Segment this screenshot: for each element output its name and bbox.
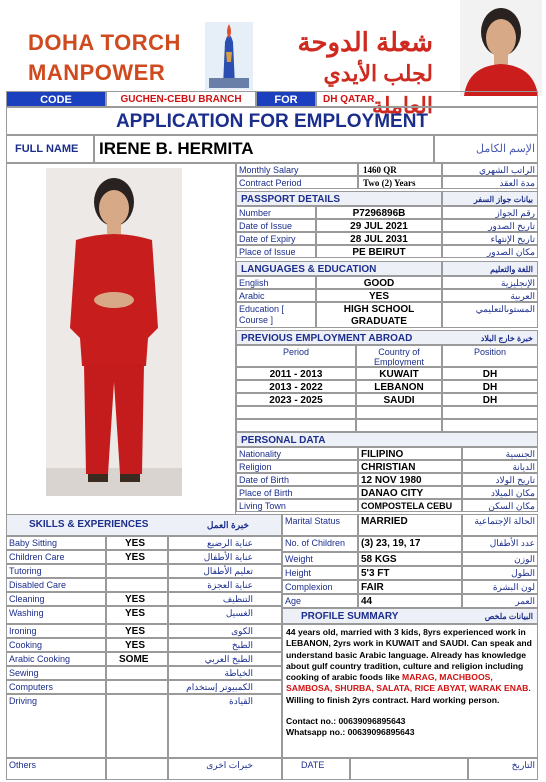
arabic-label: Arabic <box>236 289 316 302</box>
contract-value: Two (2) Years <box>358 176 442 189</box>
profile-text-part1: 44 years old, married with 3 kids, 8yrs experienced work in LEBANON, 2yrs work in KUWAIT and SAUDI. Can speak and understand basic Arabic language. Already has knowledge about gulf country tradition, culture and religion including cooking of arabic foods like <box>286 627 532 683</box>
skill-value <box>106 666 168 680</box>
emp-country-2: LEBANON <box>356 380 442 393</box>
skill-label: Driving <box>6 694 106 758</box>
children-ar: عدد الأطفال <box>462 536 538 552</box>
nationality-ar: الجنسية <box>462 447 538 460</box>
emp-position-1: DH <box>442 367 538 380</box>
nationality-label: Nationality <box>236 447 358 460</box>
full-name-ar: الإسم الكامل <box>434 135 538 163</box>
age-value: 44 <box>358 594 462 608</box>
emp-position-2: DH <box>442 380 538 393</box>
passport-issue-ar: تاريخ الصدور <box>442 219 538 232</box>
salary-label: Monthly Salary <box>236 163 358 176</box>
dob-ar: تاريخ الولاد <box>462 473 538 486</box>
skill-value: YES <box>106 536 168 550</box>
profile-text-part2: Willing to finish 2yrs contract. Hard working person. <box>286 694 500 705</box>
height-ar: الطول <box>462 566 538 580</box>
emp-empty-cell <box>442 419 538 432</box>
skill-value: YES <box>106 550 168 564</box>
profile-title-ar: البيانات ملخص <box>484 612 533 621</box>
skill-ar: عناية الرضيع <box>168 536 282 550</box>
skill-value <box>106 680 168 694</box>
skill-ar: الطبخ <box>168 638 282 652</box>
skill-ar: الطبخ العربي <box>168 652 282 666</box>
skill-label: Sewing <box>6 666 106 680</box>
emp-position-3: DH <box>442 393 538 406</box>
passport-number-value: P7296896B <box>316 206 442 219</box>
skill-ar: التنظيف <box>168 592 282 606</box>
skill-label: Cleaning <box>6 592 106 606</box>
passport-place-ar: مكان الصدور <box>442 245 538 258</box>
col-period: Period <box>236 345 356 367</box>
col-country: Country of Employment <box>356 345 442 367</box>
others-ar: خبرات اخرى <box>168 758 282 780</box>
contract-label: Contract Period <box>236 176 358 189</box>
languages-section-title: LANGUAGES & EDUCATION <box>236 261 442 276</box>
education-value: HIGH SCHOOL GRADUATE <box>316 302 442 328</box>
complexion-value: FAIR <box>358 580 462 594</box>
employment-section-title <box>236 330 538 345</box>
arabic-value: YES <box>316 289 442 302</box>
emp-empty-cell <box>236 406 356 419</box>
col-position: Position <box>442 345 538 367</box>
dob-label: Date of Birth <box>236 473 358 486</box>
children-label: No. of Children <box>282 536 358 552</box>
town-label: Living Town <box>236 499 358 512</box>
skill-ar: الكوى <box>168 624 282 638</box>
emp-empty-cell <box>236 419 356 432</box>
emp-empty-cell <box>442 406 538 419</box>
arabic-ar: العربية <box>442 289 538 302</box>
height-value: 5'3 FT <box>358 566 462 580</box>
skill-label: Arabic Cooking <box>6 652 106 666</box>
salary-ar: الراتب الشهري <box>442 163 538 176</box>
complexion-label: Complexion <box>282 580 358 594</box>
weight-value: 58 KGS <box>358 552 462 566</box>
date-label: DATE <box>282 758 350 780</box>
applicant-headshot <box>460 0 542 96</box>
full-name-value: IRENE B. HERMITA <box>94 135 434 163</box>
date-ar: التاريخ <box>468 758 538 780</box>
skill-ar: الخياطة <box>168 666 282 680</box>
company-name-ar-line1: شعلة الدوحة <box>297 27 433 57</box>
company-name-ar-line2: لجلب الأيدي العاملة <box>323 61 433 118</box>
weight-label: Weight <box>282 552 358 566</box>
passport-issue-label: Date of Issue <box>236 219 316 232</box>
english-ar: الإنجليزية <box>442 276 538 289</box>
employment-title-ar: خبرة خارج البلاد <box>480 334 533 343</box>
skill-ar: القيادة <box>168 694 282 758</box>
skill-label: Disabled Care <box>6 578 106 592</box>
town-value: COMPOSTELA CEBU <box>358 499 462 512</box>
personal-section-title: PERSONAL DATA <box>236 432 538 447</box>
religion-value: CHRISTIAN <box>358 460 462 473</box>
english-label: English <box>236 276 316 289</box>
passport-issue-value: 29 JUL 2021 <box>316 219 442 232</box>
children-value: (3) 23, 19, 17 <box>358 536 462 552</box>
english-value: GOOD <box>316 276 442 289</box>
emp-period-2: 2013 - 2022 <box>236 380 356 393</box>
profile-foods: MARAG, MACHBOOS, SAMBOSA, SHURBA, SALATA, RICE ABYAT, WARAK ENAB. <box>286 672 531 694</box>
skills-title-en: SKILLS & EXPERIENCES <box>29 519 149 530</box>
skill-label: Children Care <box>6 550 106 564</box>
skill-label: Washing <box>6 606 106 624</box>
nationality-value: FILIPINO <box>358 447 462 460</box>
emp-period-1: 2011 - 2013 <box>236 367 356 380</box>
education-ar: المستوىالتعليمي <box>442 302 538 328</box>
skill-ar: تعليم الأطفال <box>168 564 282 578</box>
employment-title-en: PREVIOUS EMPLOYMENT ABROAD <box>241 333 413 344</box>
salary-value: 1460 QR <box>358 163 442 176</box>
skill-label: Computers <box>6 680 106 694</box>
dob-value: 12 NOV 1980 <box>358 473 462 486</box>
company-name-line1: DOHA TORCH <box>28 30 181 55</box>
skill-ar: عناية العجزة <box>168 578 282 592</box>
pob-ar: مكان الميلاد <box>462 486 538 499</box>
emp-period-3: 2023 - 2025 <box>236 393 356 406</box>
form-title: APPLICATION FOR EMPLOYMENT <box>6 107 538 135</box>
whatsapp-number: Whatsapp no.: 00639096895643 <box>286 727 415 738</box>
skill-value <box>106 694 168 758</box>
code-value: GUCHEN-CEBU BRANCH <box>106 91 256 107</box>
contract-ar: مدة العقد <box>442 176 538 189</box>
town-ar: مكان السكن <box>462 499 538 512</box>
age-label: Age <box>282 594 358 608</box>
profile-section-title <box>282 608 538 624</box>
skill-label: Tutoring <box>6 564 106 578</box>
religion-label: Religion <box>236 460 358 473</box>
skill-ar: الكمبيوتر إستخدام <box>168 680 282 694</box>
marital-value: MARRIED <box>358 514 462 536</box>
passport-expiry-ar: تاريخ الإنتهاء <box>442 232 538 245</box>
skills-section-title <box>6 514 282 536</box>
emp-country-1: KUWAIT <box>356 367 442 380</box>
passport-section-title-ar: بيانات جواز السفر <box>442 191 538 206</box>
passport-expiry-value: 28 JUL 2031 <box>316 232 442 245</box>
passport-number-label: Number <box>236 206 316 219</box>
emp-empty-cell <box>356 406 442 419</box>
skill-ar: عناية الأطفال <box>168 550 282 564</box>
company-name-line2: MANPOWER <box>28 60 166 85</box>
skill-value: YES <box>106 592 168 606</box>
skill-value <box>106 578 168 592</box>
marital-label: Marital Status <box>282 514 358 536</box>
emp-empty-cell <box>356 419 442 432</box>
skill-label: Baby Sitting <box>6 536 106 550</box>
for-label: FOR <box>256 91 316 107</box>
skills-title-ar: خبرة العمل <box>206 520 249 530</box>
torch-tower-logo <box>205 22 253 90</box>
age-ar: العمر <box>462 594 538 608</box>
languages-section-title-ar: اللغة والتعليم <box>442 261 538 276</box>
emp-country-3: SAUDI <box>356 393 442 406</box>
pob-value: DANAO CITY <box>358 486 462 499</box>
complexion-ar: لون البشرة <box>462 580 538 594</box>
skill-value: SOME <box>106 652 168 666</box>
date-value <box>350 758 468 780</box>
applicant-full-photo <box>46 168 182 496</box>
height-label: Height <box>282 566 358 580</box>
skill-label: Cooking <box>6 638 106 652</box>
skill-value <box>106 564 168 578</box>
skill-value: YES <box>106 638 168 652</box>
company-name-en <box>28 28 181 88</box>
full-name-label: FULL NAME <box>6 135 94 163</box>
for-value: DH QATAR <box>316 91 538 107</box>
passport-place-value: PE BEIRUT <box>316 245 442 258</box>
pob-label: Place of Birth <box>236 486 358 499</box>
profile-title-en: PROFILE SUMMARY <box>301 611 399 622</box>
marital-ar: الحالة الإجتماعية <box>462 514 538 536</box>
others-label: Others <box>6 758 106 780</box>
passport-section-title: PASSPORT DETAILS <box>236 191 442 206</box>
skill-value: YES <box>106 606 168 624</box>
education-label: Education [ Course ] <box>236 302 316 328</box>
code-label: CODE <box>6 91 106 107</box>
skill-value: YES <box>106 624 168 638</box>
passport-expiry-label: Date of Expiry <box>236 232 316 245</box>
passport-place-label: Place of Issue <box>236 245 316 258</box>
contact-number: Contact no.: 00639096895643 <box>286 716 406 727</box>
skill-ar: الغسيل <box>168 606 282 624</box>
passport-number-ar: رقم الجواز <box>442 206 538 219</box>
others-value <box>106 758 168 780</box>
profile-summary-text <box>282 624 538 758</box>
skill-label: Ironing <box>6 624 106 638</box>
religion-ar: الديانة <box>462 460 538 473</box>
weight-ar: الوزن <box>462 552 538 566</box>
